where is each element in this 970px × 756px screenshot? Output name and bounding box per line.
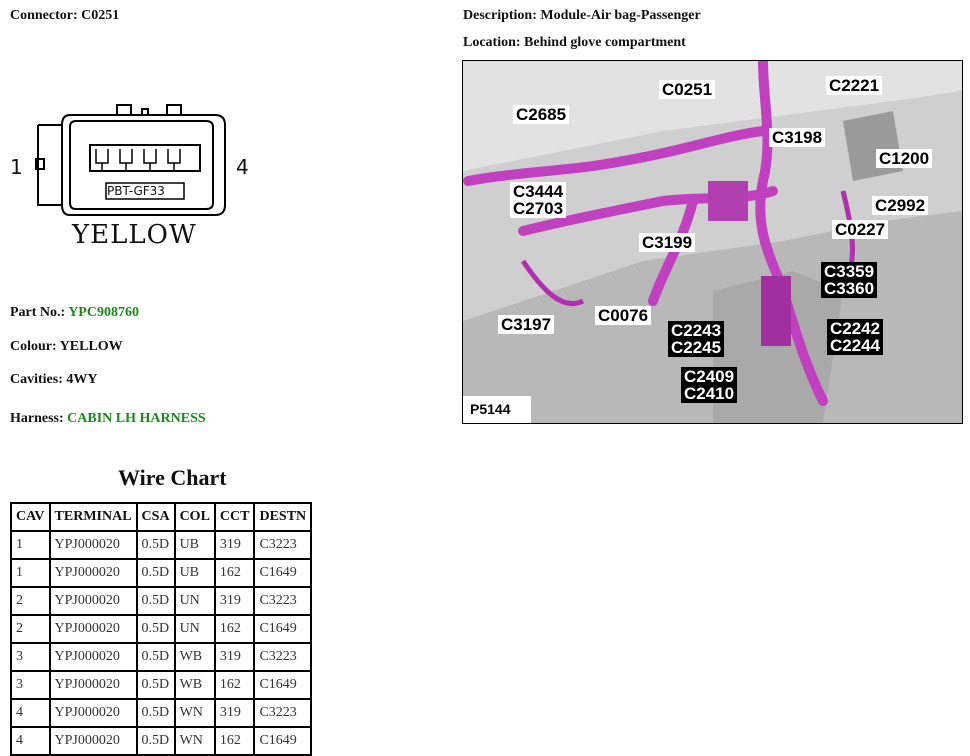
table-cell-csa: 0.5D [137,531,175,559]
harness-link[interactable]: CABIN LH HARNESS [67,411,206,426]
callout-c3198: C3198 [769,128,825,147]
table-cell-cct: 162 [215,671,255,699]
table-cell-col: UB [175,559,215,587]
column-header-destn: DESTN [254,503,311,531]
callout-c0251: C0251 [659,80,715,99]
part-number-link[interactable]: YPC908760 [68,305,139,320]
table-cell-col: UB [175,531,215,559]
callout-c2685: C2685 [513,105,569,124]
table-cell-cav: 3 [11,671,50,699]
table-cell-csa: 0.5D [137,643,175,671]
table-cell-cav: 2 [11,587,50,615]
callout-c0227: C0227 [832,220,888,239]
description-heading: Description: Module-Air bag-Passenger [463,8,701,23]
table-cell-destn: C3223 [254,699,311,727]
column-header-cav: CAV [11,503,50,531]
column-header-terminal: TERMINAL [50,503,137,531]
table-cell-csa: 0.5D [137,587,175,615]
callout-c1200: C1200 [876,149,932,168]
table-cell-cct: 319 [215,643,255,671]
illustration-reference: P5144 [467,400,513,419]
callout-c3444-c2703: C3444 C2703 [510,182,566,218]
table-cell-col: WN [175,727,215,755]
table-cell-destn: C1649 [254,559,311,587]
part-number-label: Part No.: [10,305,66,320]
table-cell-terminal: YPJ000020 [50,699,137,727]
colour-value: YELLOW [59,339,123,354]
table-row [11,615,311,643]
column-header-cct: CCT [215,503,255,531]
wire-chart [10,502,312,756]
location-photo [462,60,963,424]
table-cell-cav: 4 [11,727,50,755]
table-cell-cav: 4 [11,699,50,727]
callout-c0076: C0076 [595,306,651,325]
table-row [11,671,311,699]
table-row [11,531,311,559]
harness-row [10,411,206,427]
table-cell-csa: 0.5D [137,671,175,699]
callout-c3197: C3197 [498,315,554,334]
table-cell-destn: C1649 [254,671,311,699]
wire-chart-title: Wire Chart [118,465,227,490]
table-cell-destn: C1649 [254,615,311,643]
table-cell-cct: 319 [215,699,255,727]
callout-c2409-c2410: C2409 C2410 [681,367,737,403]
table-cell-terminal: YPJ000020 [50,643,137,671]
table-cell-cct: 162 [215,559,255,587]
table-cell-terminal: YPJ000020 [50,727,137,755]
callout-c3359-c3360: C3359 C3360 [821,262,877,298]
table-cell-csa: 0.5D [137,615,175,643]
table-row [11,643,311,671]
callout-c2992: C2992 [872,196,928,215]
table-cell-cav: 1 [11,531,50,559]
table-cell-terminal: YPJ000020 [50,531,137,559]
table-cell-destn: C3223 [254,643,311,671]
callout-c2221: C2221 [826,76,882,95]
table-cell-col: WN [175,699,215,727]
table-cell-terminal: YPJ000020 [50,587,137,615]
table-cell-terminal: YPJ000020 [50,615,137,643]
table-cell-col: WB [175,643,215,671]
callout-c2243-c2245: C2243 C2245 [668,321,724,357]
pin-number-right: 4 [236,155,249,179]
wire-chart-header-row [11,503,311,531]
pin-number-left: 1 [10,155,23,179]
connector-heading: Connector: C0251 [10,8,120,23]
table-cell-terminal: YPJ000020 [50,559,137,587]
table-row [11,559,311,587]
table-cell-terminal: YPJ000020 [50,671,137,699]
colour-label: Colour: [10,339,57,354]
table-cell-col: WB [175,671,215,699]
callout-c3199: C3199 [639,233,695,252]
wire-chart-table [10,502,312,756]
table-row [11,587,311,615]
column-header-col: COL [175,503,215,531]
table-cell-cct: 162 [215,615,255,643]
table-cell-cav: 1 [11,559,50,587]
table-cell-destn: C1649 [254,727,311,755]
part-number-row [10,305,139,321]
table-row [11,699,311,727]
table-cell-csa: 0.5D [137,699,175,727]
table-cell-destn: C3223 [254,531,311,559]
column-header-csa: CSA [137,503,175,531]
location-heading: Location: Behind glove compartment [463,35,686,50]
table-cell-csa: 0.5D [137,727,175,755]
table-cell-col: UN [175,615,215,643]
colour-row [10,339,123,355]
harness-label: Harness: [10,411,64,426]
cavities-value: 4WY [66,372,98,387]
table-cell-cct: 162 [215,727,255,755]
table-cell-cav: 3 [11,643,50,671]
table-cell-destn: C3223 [254,587,311,615]
table-cell-csa: 0.5D [137,559,175,587]
table-cell-cct: 319 [215,531,255,559]
cavities-row [10,372,98,388]
callout-c2242-c2244: C2242 C2244 [827,319,883,355]
cavities-label: Cavities: [10,372,63,387]
table-cell-col: UN [175,587,215,615]
table-cell-cct: 319 [215,587,255,615]
table-cell-cav: 2 [11,615,50,643]
connector-colour-label: YELLOW [72,220,197,250]
table-row [11,727,311,755]
housing-material-label: PBT-GF33 [107,184,165,198]
